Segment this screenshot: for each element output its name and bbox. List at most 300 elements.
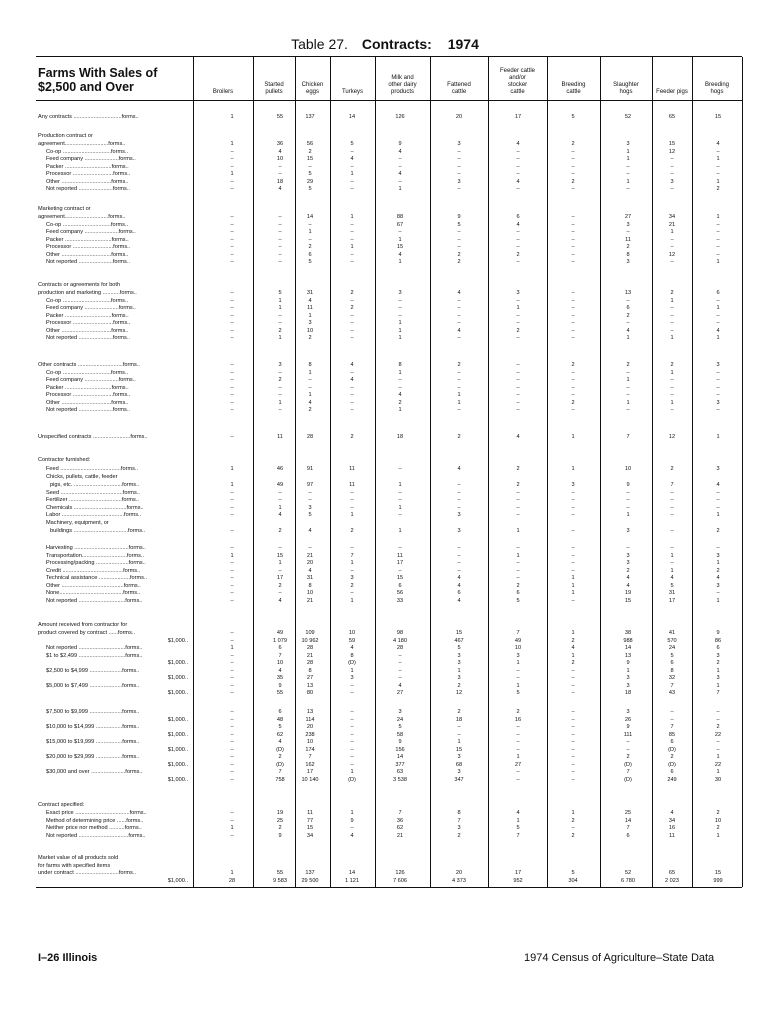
table-cell: 1 [398, 320, 402, 326]
table-cell: 5 [278, 724, 282, 730]
table-cell: 2 [571, 141, 575, 147]
table-row [0, 244, 770, 252]
table-cell: 4 [457, 597, 461, 604]
table-cell: – [398, 305, 402, 311]
table-cell: (D) [668, 761, 676, 768]
table-cell: 4 [457, 575, 461, 581]
row-label: Market value of all products sold [38, 855, 119, 861]
table-cell: – [398, 489, 402, 496]
table-cell: 4 180 [393, 637, 407, 644]
table-cell: 18 [276, 178, 284, 185]
table-row [0, 675, 770, 683]
table-cell: 6 [278, 645, 282, 651]
table-cell: 1 [278, 399, 282, 406]
table-cell: – [571, 776, 575, 783]
column-header: Milk and other dairy products [388, 75, 417, 95]
table-cell: 26 [624, 716, 632, 723]
table-cell: 3 [626, 141, 630, 147]
table-cell: 1 [308, 369, 312, 376]
table-cell: 55 [276, 114, 284, 120]
table-cell: 14 [348, 870, 356, 876]
table-cell: 16 [668, 825, 676, 831]
table-cell: 18 [455, 716, 463, 723]
table-cell: – [230, 528, 234, 534]
table-cell: 9 583 [273, 877, 287, 884]
table-cell: – [516, 731, 520, 738]
table-cell: 2 [278, 582, 282, 589]
row-label: $1,000.. [167, 675, 188, 681]
table-cell: 6 [308, 251, 312, 258]
table-cell: 999 [713, 877, 723, 884]
table-cell: – [571, 392, 575, 398]
table-cell: 1 [626, 178, 630, 185]
table-cell: 126 [395, 114, 405, 120]
table-cell: 1 [230, 825, 234, 831]
table-cell: – [571, 156, 575, 162]
table-cell: 17 [306, 769, 314, 775]
row-label: agreement............................forms.. [38, 214, 126, 220]
table-cell: – [350, 746, 354, 753]
table-cell: 570 [667, 637, 677, 644]
table-cell: – [457, 497, 461, 503]
table-cell: – [571, 335, 575, 341]
table-cell: – [670, 377, 674, 383]
table-cell: 31 [306, 290, 314, 296]
table-row [0, 156, 770, 164]
table-cell: 2 [571, 832, 575, 839]
table-cell: – [516, 667, 520, 674]
table-cell: 68 [455, 761, 463, 768]
table-cell: 2 [626, 244, 630, 250]
table-cell: – [457, 312, 461, 319]
table-cell: 1 [716, 512, 720, 518]
table-cell: 10 [306, 590, 314, 596]
table-cell: 5 [670, 582, 674, 589]
table-cell: – [670, 156, 674, 162]
table-cell: – [308, 236, 312, 243]
table-cell: – [350, 590, 354, 596]
table-cell: – [278, 497, 282, 503]
table-name: Contracts: [361, 36, 432, 52]
table-cell: 4 [278, 739, 282, 745]
table-cell: – [230, 630, 234, 636]
table-cell: – [278, 312, 282, 319]
table-cell: 8 [670, 667, 674, 674]
table-cell: – [230, 667, 234, 674]
row-label: $1 to $2,499 ..............................forms.. [46, 652, 143, 659]
row-label: Processor ..........................forms.. [46, 392, 131, 398]
table-cell: 126 [395, 870, 405, 876]
table-cell: – [230, 392, 234, 398]
table-cell: – [516, 776, 520, 783]
table-cell: 31 [306, 575, 314, 581]
table-cell: 4 [398, 171, 402, 177]
table-cell: – [278, 229, 282, 235]
table-cell: – [571, 214, 575, 220]
table-cell: 137 [305, 114, 315, 120]
table-cell: – [626, 407, 630, 413]
table-cell: 1 [716, 214, 720, 220]
table-cell: 347 [454, 776, 464, 783]
table-cell: 4 [350, 156, 354, 162]
table-cell: – [230, 362, 234, 368]
table-cell: – [230, 817, 234, 824]
table-cell: 8 [350, 652, 354, 659]
table-cell: 1 [571, 434, 575, 440]
table-cell: 10 [276, 156, 284, 162]
table-cell: 2 [516, 482, 520, 488]
table-cell: – [716, 171, 720, 177]
table-cell: 65 [668, 870, 676, 876]
table-cell: 1 [278, 305, 282, 311]
table-cell: – [457, 320, 461, 326]
table-cell: 162 [305, 761, 315, 768]
table-row [0, 638, 770, 646]
table-row [0, 769, 770, 777]
table-cell: – [457, 186, 461, 192]
table-cell: – [457, 236, 461, 243]
row-label: Technical assistance ....................forms.. [46, 575, 148, 581]
row-label: $1,000.. [167, 877, 188, 884]
table-cell: 7 [626, 825, 630, 831]
table-cell: 4 [308, 297, 312, 304]
table-cell: 3 [457, 675, 461, 681]
row-label: Labor ........................................forms.. [46, 512, 142, 518]
table-cell: 18 [624, 690, 632, 696]
table-cell: – [457, 171, 461, 177]
table-row [0, 370, 770, 378]
table-row [0, 377, 770, 385]
table-cell: 27 [306, 675, 314, 681]
row-label: Not reported ......................forms.. [46, 335, 130, 341]
table-cell: 249 [667, 776, 677, 783]
table-cell: 2 [716, 825, 720, 831]
table-cell: 15 [668, 141, 676, 147]
table-cell: 6 [278, 709, 282, 715]
table-cell: – [350, 297, 354, 304]
column-header: Breeding hogs [704, 82, 730, 95]
table-cell: 4 [350, 362, 354, 368]
table-cell: 1 [398, 327, 402, 334]
row-label: Packer ..............................forms.. [46, 163, 129, 170]
page-footer-left: I–26 Illinois [38, 952, 98, 964]
table-cell: 2 [350, 290, 354, 296]
table-cell: – [516, 675, 520, 681]
table-cell: 19 [276, 810, 284, 816]
table-cell: 1 079 [273, 637, 287, 644]
table-cell: – [230, 178, 234, 185]
table-row [0, 400, 770, 408]
table-cell: 2 [670, 754, 674, 760]
table-cell: 80 [306, 690, 314, 696]
table-cell: – [716, 545, 720, 551]
table-cell: – [457, 305, 461, 311]
table-row [0, 490, 770, 498]
table-cell: 1 [230, 870, 234, 876]
table-cell: 1 [230, 466, 234, 472]
row-label: $1,000.. [167, 690, 188, 696]
table-cell: (D) [624, 776, 632, 783]
table-cell: – [670, 163, 674, 170]
table-cell: 7 [716, 690, 720, 696]
table-cell: 9 [278, 682, 282, 689]
table-cell: 1 [398, 259, 402, 265]
table-cell: 46 [276, 466, 284, 472]
table-cell: 2 [516, 466, 520, 472]
table-cell: 10 140 [301, 776, 319, 783]
table-cell: 52 [624, 114, 632, 120]
table-row [0, 335, 770, 343]
table-cell: – [670, 312, 674, 319]
row-label: Transportation.............................forms.. [46, 552, 145, 559]
table-row [0, 575, 770, 583]
table-cell: – [571, 560, 575, 566]
table-cell: – [350, 148, 354, 155]
table-cell: – [571, 259, 575, 265]
table-cell: 55 [276, 690, 284, 696]
header-top-rule [36, 56, 742, 57]
table-cell: 2 [457, 434, 461, 440]
table-cell: 1 [516, 660, 520, 666]
table-cell: – [230, 512, 234, 518]
table-cell: – [230, 377, 234, 383]
table-cell: 3 [626, 560, 630, 566]
table-cell: 48 [276, 716, 284, 723]
table-cell: – [516, 504, 520, 511]
table-cell: – [626, 297, 630, 304]
table-cell: 2 [516, 251, 520, 258]
table-row [0, 164, 770, 172]
table-row [0, 114, 770, 122]
table-cell: 20 [306, 560, 314, 566]
table-cell: 49 [276, 630, 284, 636]
table-cell: 1 [516, 528, 520, 534]
table-cell: 4 [398, 148, 402, 155]
table-cell: – [457, 552, 461, 559]
table-cell: 13 [306, 709, 314, 715]
table-row [0, 186, 770, 194]
table-cell: – [230, 163, 234, 170]
table-cell: 1 [398, 369, 402, 376]
table-row [0, 709, 770, 717]
table-cell: 3 [278, 362, 282, 368]
table-cell: 28 [306, 645, 314, 651]
table-cell: 5 [670, 652, 674, 659]
table-cell: 238 [305, 731, 315, 738]
row-label: Not reported ......................forms.. [46, 407, 130, 413]
table-cell: – [230, 590, 234, 596]
table-cell: 15 [455, 630, 463, 636]
table-cell: – [230, 290, 234, 296]
row-label: Fertilizer ..................................forms.. [46, 497, 139, 503]
row-label: $20,000 to $29,999 .................forms.. [46, 754, 140, 760]
table-cell: – [457, 407, 461, 413]
table-cell: – [350, 369, 354, 376]
table-row [0, 762, 770, 770]
table-cell: 11 [349, 482, 355, 488]
stub-title: Farms With Sales of $2,500 and Over [38, 66, 158, 94]
row-label: production and marketing ...........forms.. [38, 290, 137, 296]
table-cell: 7 [278, 769, 282, 775]
table-cell: 7 [516, 630, 520, 636]
table-row [0, 520, 770, 528]
table-cell: – [230, 582, 234, 589]
table-cell: 2 [516, 709, 520, 715]
table-cell: – [716, 229, 720, 235]
table-row [0, 133, 770, 141]
row-label: Other contracts .............................forms.. [38, 362, 140, 368]
table-cell: – [350, 825, 354, 831]
table-cell: – [516, 369, 520, 376]
row-label: for farms with specified items [38, 862, 111, 869]
table-cell: – [278, 392, 282, 398]
table-row [0, 392, 770, 400]
table-cell: 58 [396, 731, 404, 738]
row-label: Packer ..............................forms.. [46, 312, 129, 319]
table-cell: – [670, 504, 674, 511]
table-cell: – [516, 545, 520, 551]
table-cell: – [230, 214, 234, 220]
table-cell: – [571, 229, 575, 235]
table-cell: – [670, 305, 674, 311]
table-cell: – [571, 171, 575, 177]
table-cell: 1 [278, 297, 282, 304]
table-cell: – [230, 776, 234, 783]
row-label: $1,000.. [167, 746, 188, 753]
table-cell: 1 [230, 114, 234, 120]
table-cell: 33 [396, 597, 404, 604]
table-cell: – [571, 148, 575, 155]
table-cell: – [350, 682, 354, 689]
table-cell: – [571, 667, 575, 674]
table-cell: 1 [398, 335, 402, 341]
table-cell: – [571, 497, 575, 503]
row-label: Processor ..........................forms.. [46, 171, 131, 177]
table-cell: – [626, 489, 630, 496]
table-cell: 1 [626, 377, 630, 383]
table-cell: 2 [716, 724, 720, 730]
table-cell: 9 [457, 214, 461, 220]
table-row [0, 457, 770, 465]
row-label: Exact price ...................................forms.. [46, 810, 147, 816]
table-cell: 1 [626, 667, 630, 674]
table-cell: 1 [670, 297, 674, 304]
table-row [0, 214, 770, 222]
table-cell: 6 [626, 305, 630, 311]
table-cell: 2 [457, 709, 461, 715]
table-cell: 2 [350, 528, 354, 534]
table-cell: – [350, 320, 354, 326]
table-row [0, 553, 770, 561]
table-cell: 1 [571, 630, 575, 636]
table-cell: 12 [668, 251, 676, 258]
table-row [0, 362, 770, 370]
table-cell: 2 [571, 362, 575, 368]
table-cell: – [457, 369, 461, 376]
table-cell: 7 [350, 552, 354, 559]
table-cell: 38 [624, 630, 632, 636]
table-cell: 55 [276, 870, 284, 876]
table-cell: 12 [668, 148, 676, 155]
table-cell: 59 [348, 637, 356, 644]
row-label: Other ........................................forms.. [46, 582, 141, 589]
table-cell: – [230, 489, 234, 496]
table-cell: – [230, 597, 234, 604]
table-cell: 7 [670, 724, 674, 730]
table-cell: 10 962 [301, 637, 319, 644]
table-cell: 2 [571, 817, 575, 824]
table-cell: 25 [624, 810, 632, 816]
table-cell: – [278, 545, 282, 551]
table-cell: – [230, 746, 234, 753]
table-cell: 4 [457, 582, 461, 589]
table-cell: – [230, 690, 234, 696]
table-cell: 3 [626, 259, 630, 265]
table-cell: 6 [670, 739, 674, 745]
table-cell: 1 [230, 171, 234, 177]
table-cell: – [308, 221, 312, 228]
table-row [0, 179, 770, 187]
row-label: Co-op ...............................forms.. [46, 221, 129, 228]
row-label: $15,000 to $19,999 .................forms.. [46, 739, 140, 745]
table-cell: – [230, 335, 234, 341]
table-cell: – [716, 236, 720, 243]
table-cell: 5 [516, 597, 520, 604]
table-cell: – [278, 384, 282, 391]
table-cell: – [278, 489, 282, 496]
table-number: Table 27. [291, 36, 348, 52]
table-cell: 77 [306, 817, 314, 824]
table-cell: – [398, 545, 402, 551]
table-cell: – [350, 731, 354, 738]
table-cell: – [571, 761, 575, 768]
table-cell: 9 [350, 817, 354, 824]
row-label: $1,000.. [167, 716, 188, 723]
row-label: Processor ..........................forms.. [46, 320, 131, 326]
table-cell: 4 [278, 148, 282, 155]
table-cell: 1 [308, 312, 312, 319]
table-cell: – [457, 482, 461, 488]
table-cell: – [278, 320, 282, 326]
table-cell: 109 [305, 630, 315, 636]
table-cell: – [230, 575, 234, 581]
table-cell: – [230, 724, 234, 730]
table-cell: 62 [396, 825, 404, 831]
column-header: Slaughter hogs [613, 82, 639, 95]
table-cell: 98 [396, 630, 404, 636]
table-cell: 1 [230, 482, 234, 488]
table-cell: – [398, 466, 402, 472]
table-cell: 11 [625, 236, 631, 243]
table-row [0, 282, 770, 290]
table-cell: 1 [398, 528, 402, 534]
table-cell: 8 [626, 251, 630, 258]
table-cell: – [308, 377, 312, 383]
table-cell: 5 [278, 290, 282, 296]
table-cell: 2 [670, 290, 674, 296]
table-cell: – [516, 320, 520, 326]
table-cell: – [350, 761, 354, 768]
table-cell: 21 [306, 652, 314, 659]
table-cell: – [716, 163, 720, 170]
table-cell: – [230, 434, 234, 440]
row-label: product covered by contract ......forms.. [38, 630, 135, 636]
table-cell: – [278, 407, 282, 413]
column-header: Started pullets [264, 82, 284, 95]
table-cell: 56 [396, 590, 404, 596]
table-row [0, 660, 770, 668]
table-cell: 15 [396, 575, 404, 581]
